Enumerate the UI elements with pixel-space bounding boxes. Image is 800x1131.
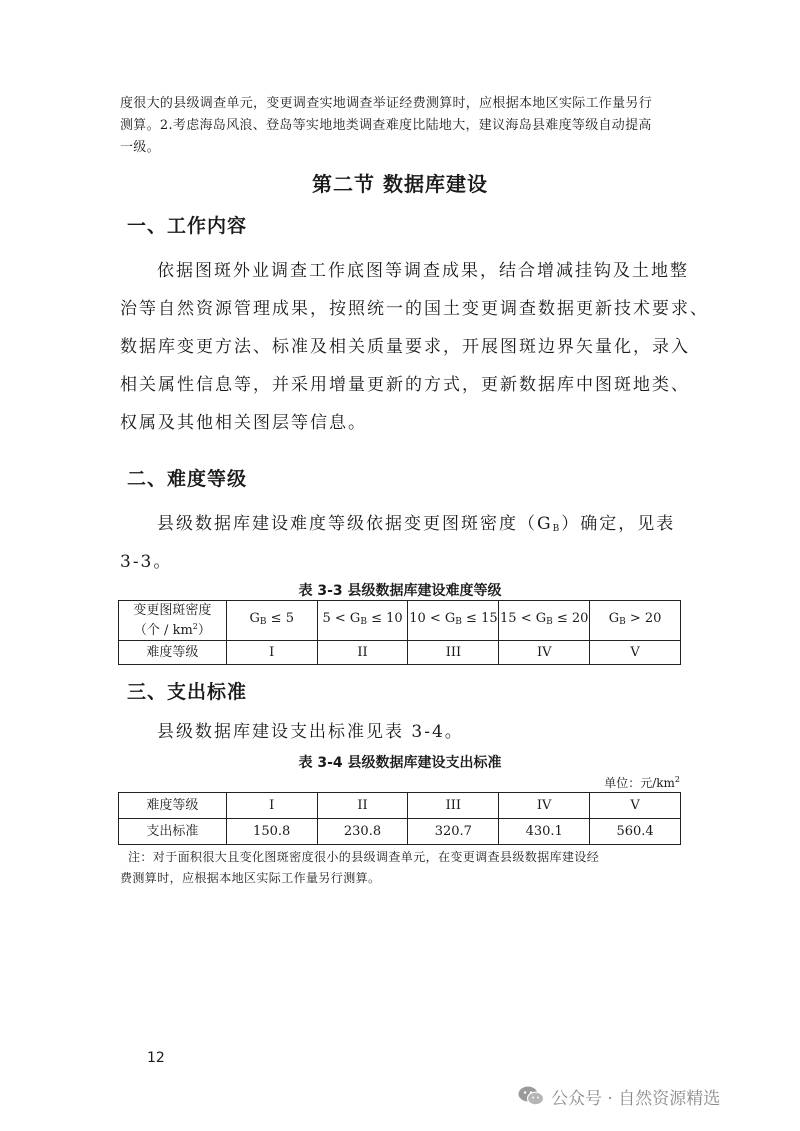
- density-cell: $G_B > 20$: [590, 601, 681, 641]
- difficulty-paragraph: [120, 509, 685, 579]
- unit-label: 单位：元$/km^2$: [604, 775, 680, 790]
- level-cell: V: [590, 793, 681, 819]
- cost-cell: 560.4: [590, 819, 681, 845]
- level-cell: III: [408, 641, 499, 665]
- density-cell: $10 < G_B \le 15$: [408, 601, 499, 641]
- level-cell: I: [226, 641, 317, 665]
- cost-cell: 320.7: [408, 819, 499, 845]
- table-row: [119, 641, 681, 665]
- row-header-density: 变更图斑密度 （个 / $km^2$）: [119, 601, 227, 641]
- footnote-line: 费测算时，应根据本地区实际工作量另行测算。: [120, 871, 381, 885]
- top-note: [120, 93, 685, 159]
- row-header-level: 难度等级: [119, 793, 227, 819]
- row-header-cost: 支出标准: [119, 819, 227, 845]
- page-number: 12: [147, 1050, 165, 1066]
- cost-cell: 150.8: [226, 819, 317, 845]
- cost-paragraph: [120, 717, 685, 743]
- density-cell: $5 < G_B \le 10$: [317, 601, 408, 641]
- table-3-3-caption: 表 3-3 县级数据库建设难度等级: [298, 583, 502, 599]
- paragraph-line: 依据图斑外业调查工作底图等调查成果，结合增减挂钩及土地整: [157, 261, 689, 281]
- table-row: [119, 819, 681, 845]
- table-row: [119, 601, 681, 641]
- level-cell: IV: [499, 793, 590, 819]
- level-cell: I: [226, 793, 317, 819]
- heading-difficulty: 二、难度等级: [127, 468, 248, 490]
- cost-cell: 430.1: [499, 819, 590, 845]
- density-cell: $15 < G_B \le 20$: [499, 601, 590, 641]
- table-3-4: [118, 792, 681, 845]
- paragraph-line: 3-3。: [120, 552, 173, 572]
- table-3-4-caption: 表 3-4 县级数据库建设支出标准: [298, 755, 502, 771]
- paragraph-line: 相关属性信息等，并采用增量更新的方式，更新数据库中图斑地类、: [120, 375, 690, 395]
- paragraph-line: 数据库变更方法、标准及相关质量要求，开展图斑边界矢量化，录入: [120, 337, 690, 357]
- table-footnote: [120, 847, 685, 889]
- level-cell: V: [590, 641, 681, 665]
- watermark-text: 公众号 · 自然资源精选: [551, 1088, 721, 1109]
- top-note-line: 一级。: [120, 140, 160, 155]
- level-cell: II: [317, 641, 408, 665]
- paragraph-line: 治等自然资源管理成果，按照统一的国土变更调查数据更新技术要求、: [120, 299, 709, 319]
- work-paragraph: [120, 256, 709, 446]
- level-cell: III: [408, 793, 499, 819]
- paragraph-line: 县级数据库建设难度等级依据变更图斑密度$(G_B)$确定，见表: [157, 514, 676, 534]
- row-header-level: 难度等级: [119, 641, 227, 665]
- paragraph-line: 权属及其他相关图层等信息。: [120, 413, 367, 433]
- cost-cell: 230.8: [317, 819, 408, 845]
- density-cell: $G_B \le 5$: [226, 601, 317, 641]
- wechat-icon: [517, 1085, 545, 1107]
- watermark: [517, 1083, 720, 1109]
- table-3-3: [118, 600, 681, 665]
- table-row: [119, 793, 681, 819]
- level-cell: II: [317, 793, 408, 819]
- top-note-line: 度很大的县级调查单元，变更调查实地调查举证经费测算时，应根据本地区实际工作量另行: [120, 96, 653, 111]
- heading-work-content: 一、工作内容: [127, 215, 248, 237]
- paragraph-line: 县级数据库建设支出标准见表 3-4。: [157, 722, 464, 742]
- top-note-line: 测算。2.考虑海岛风浪、登岛等实地地类调查难度比陆地大，建议海岛县难度等级自动提高: [120, 118, 652, 133]
- footnote-line: 注：对于面积很大且变化图斑密度很小的县级调查单元，在变更调查县级数据库建设经: [128, 850, 600, 864]
- level-cell: IV: [499, 641, 590, 665]
- section-title: 第二节 数据库建设: [312, 172, 488, 196]
- heading-cost: 三、支出标准: [127, 681, 248, 703]
